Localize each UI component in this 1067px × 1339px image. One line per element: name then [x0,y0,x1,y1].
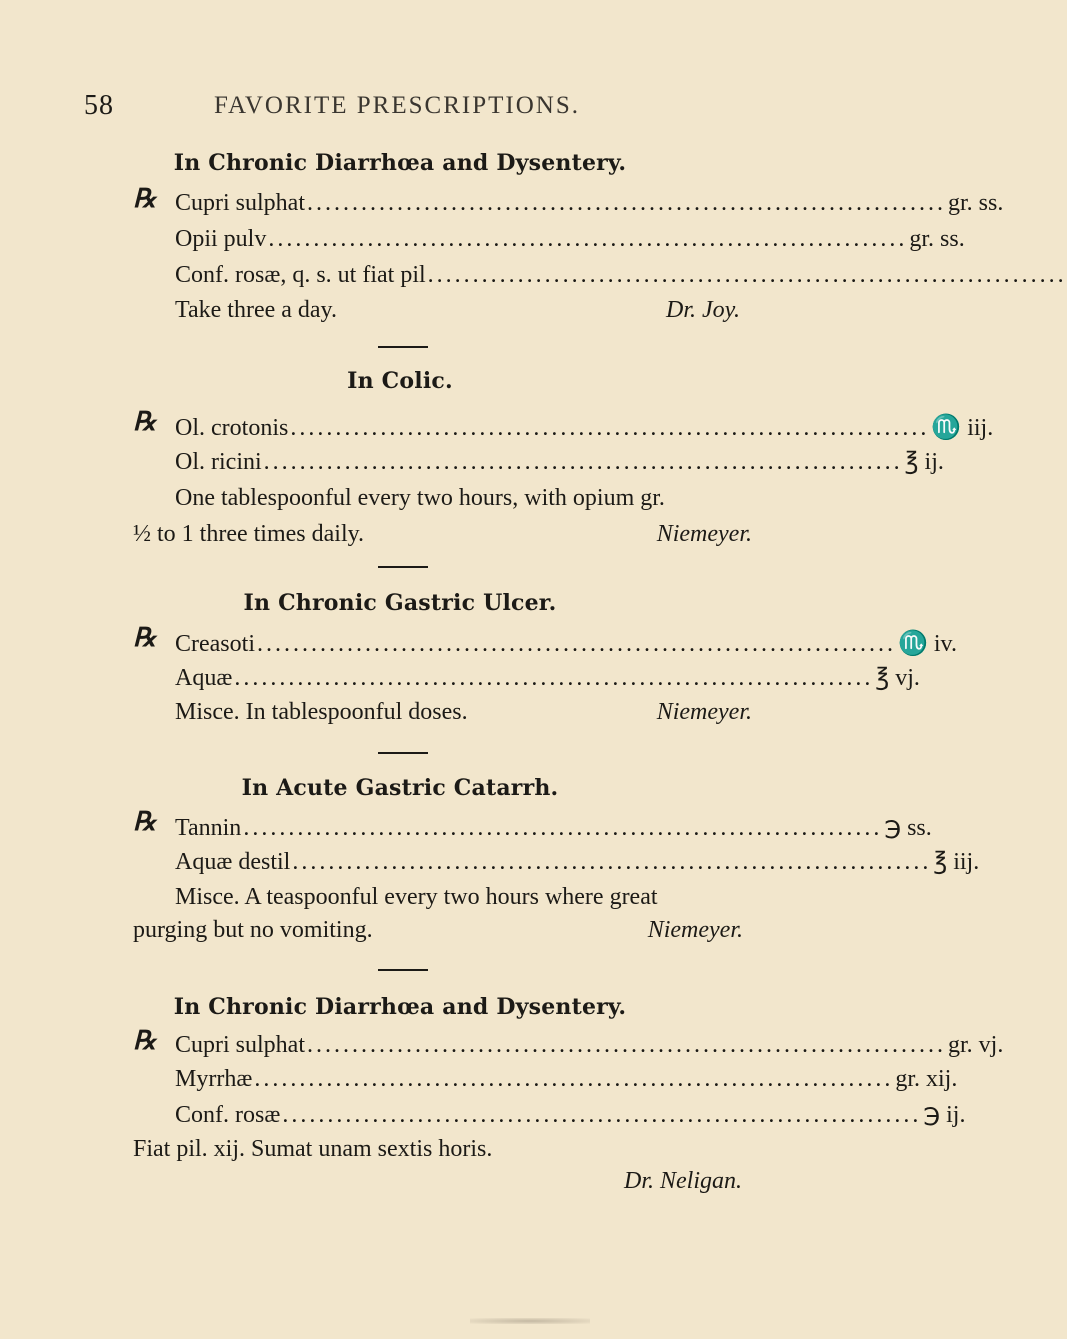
ingredient-quantity: gr. ss. [909,226,965,252]
ingredient-name: Conf. rosæ, q. s. ut fiat pil [175,262,426,288]
ingredient-quantity: gr. ss. [948,190,1004,216]
author-attribution: Dr. Neligan. [623,1168,742,1194]
rx-symbol: ℞ [133,1026,157,1055]
directions: Fiat pil. xij. Sumat unam sextis horis. [133,1136,493,1162]
ingredient-name: Creasoti [175,631,255,657]
ingredient-quantity: ℥ iij. [933,849,980,875]
ingredient-line: Cupri sulphat ....................................................................... gr. ss. [175,190,1004,216]
section-heading: In Chronic Gastric Ulcer. [243,590,557,616]
section-heading: In Acute Gastric Catarrh. [241,775,559,801]
ingredient-quantity: ℥ vj. [875,665,920,691]
ingredient-name: Ol. crotonis [175,415,289,441]
author-attribution: Niemeyer. [656,699,752,725]
ingredient-name: Cupri sulphat [175,1032,305,1058]
directions-continued: purging but no vomiting. [133,917,373,943]
ingredient-line: Ol. crotonis ....................................................................... ♏ iij. [175,415,994,441]
ingredient-name: Tannin [175,815,242,841]
ingredient-quantity: ℥ ij. [904,449,944,475]
section-heading: In Chronic Diarrhœa and Dysentery. [173,150,627,176]
ingredient-name: Aquæ destil [175,849,291,875]
ingredient-quantity: ♏ iv. [897,631,957,657]
ingredient-line: Conf. rosæ, q. s. ut fiat pil ....................................................................... [175,262,1067,288]
ingredient-line: Creasoti ....................................................................... ♏ iv. [175,631,957,657]
section-heading: In Chronic Diarrhœa and Dysentery. [173,994,627,1020]
ingredient-name: Cupri sulphat [175,190,305,216]
author-attribution: Niemeyer. [656,521,752,547]
author-attribution: Niemeyer. [647,917,743,943]
paper-smudge [470,1318,590,1324]
directions: One tablespoonful every two hours, with opium gr. [175,485,665,511]
section-divider [378,969,428,971]
ingredient-name: Ol. ricini [175,449,262,475]
rx-symbol: ℞ [133,807,157,836]
ingredient-name: Myrrhæ [175,1066,253,1092]
section-divider [378,566,428,568]
ingredient-line: Opii pulv ....................................................................... gr. ss. [175,226,965,252]
ingredient-line: Myrrhæ ....................................................................... gr. xij. [175,1066,958,1092]
ingredient-line: Ol. ricini ....................................................................... ℥ ij. [175,449,944,475]
page-header [84,90,744,124]
ingredient-quantity: ℈ ss. [884,815,932,841]
section-divider [378,752,428,754]
rx-symbol: ℞ [133,623,157,652]
ingredient-line: Cupri sulphat ....................................................................... gr. vj. [175,1032,1004,1058]
directions: Misce. In tablespoonful doses. [175,699,468,725]
section-heading: In Colic. [347,368,453,394]
ingredient-quantity: ♏ iij. [931,415,994,441]
running-title: FAVORITE PRESCRIPTIONS. [214,92,580,119]
ingredient-line: Aquæ ....................................................................... ℥ vj. [175,665,920,691]
rx-symbol: ℞ [133,407,157,436]
ingredient-name: Conf. rosæ [175,1102,281,1128]
directions-continued: ½ to 1 three times daily. [133,521,365,547]
directions: Misce. A teaspoonful every two hours where great [175,884,658,910]
ingredient-line: Aquæ destil ....................................................................... ℥ iij. [175,849,980,875]
ingredient-name: Aquæ [175,665,233,691]
ingredient-quantity: gr. vj. [948,1032,1004,1058]
page-number: 58 [84,90,114,121]
directions: Take three a day. [175,297,337,323]
ingredient-quantity: ℈ ij. [923,1102,966,1128]
ingredient-line: Tannin ....................................................................... ℈ ss. [175,815,932,841]
section-divider [378,346,428,348]
author-attribution: Dr. Joy. [666,297,740,323]
ingredient-line: Conf. rosæ ....................................................................... ℈ ij. [175,1102,966,1128]
ingredient-quantity: gr. xij. [895,1066,958,1092]
ingredient-name: Opii pulv [175,226,267,252]
rx-symbol: ℞ [133,184,157,213]
